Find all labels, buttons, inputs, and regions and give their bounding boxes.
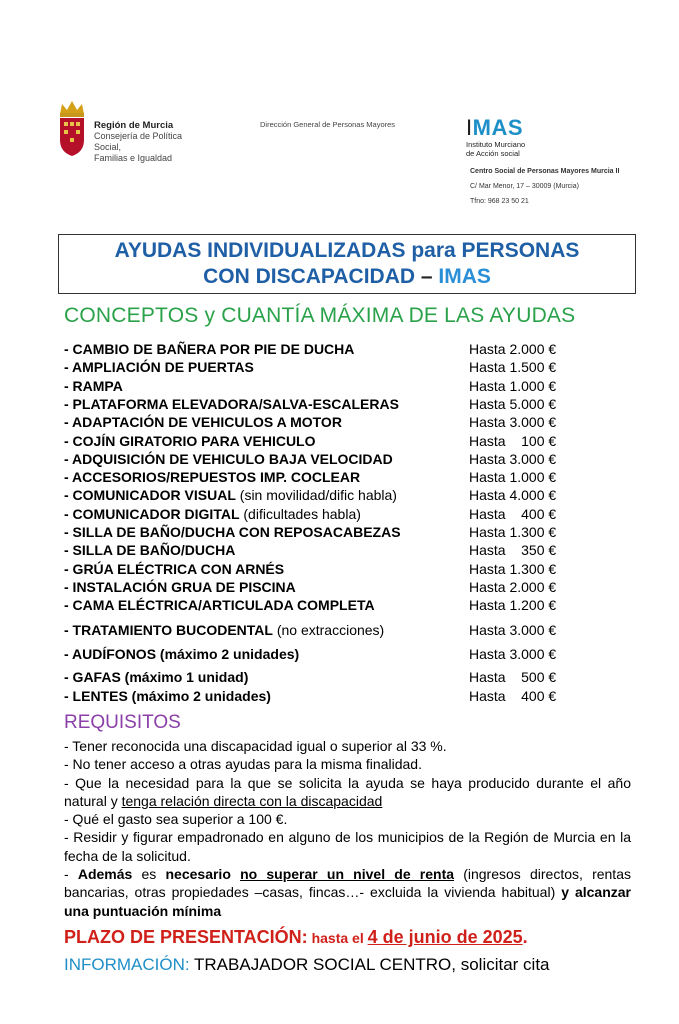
plazo-presentacion: [64, 927, 528, 948]
item-amount: Hasta 5.000 €: [469, 395, 557, 412]
item-row: - ADQUISICIÓN DE VEHICULO BAJA VELOCIDAD Hasta 3.000 €: [64, 450, 584, 468]
item-row: - COMUNICADOR VISUAL (sin movilidad/dific habla) Hasta 4.000 €: [64, 486, 584, 504]
item-amount: Hasta 1.200 €: [469, 597, 557, 614]
title-box: [58, 234, 636, 294]
region-murcia-logo: [56, 98, 206, 163]
centro-name: Centro Social de Personas Mayores Murcia II: [470, 168, 620, 175]
item-row: - GRÚA ELÉCTRICA CON ARNÉS Hasta 1.300 €: [64, 560, 584, 578]
title-line2a: CON DISCAPACIDAD: [203, 265, 416, 288]
imas-sub-line1: Instituto Murciano: [466, 140, 526, 149]
requisito-3: - Que la necesidad para la que se solicita la ayuda se haya producido durante el año natural y tenga relación directa con la discapacidad: [64, 774, 631, 809]
plazo-label: PLAZO DE PRESENTACIÓN:: [64, 927, 308, 947]
imas-sub-line2: de Acción social: [466, 149, 520, 158]
item-row: - ACCESORIOS/REPUESTOS IMP. COCLEAR Hasta 1.000 €: [64, 468, 584, 486]
item-amount: Hasta 2.000 €: [469, 578, 557, 595]
requisito-5: - Residir y figurar empadronado en alguno de los municipios de la Región de Murcia en la fecha de la solicitud.: [64, 829, 631, 864]
item-row: - INSTALACIÓN GRUA DE PISCINA Hasta 2.000 €: [64, 578, 584, 596]
centro-address: C/ Mar Menor, 17 – 30009 (Murcia): [470, 183, 579, 190]
item-amount: Hasta 4.000 €: [469, 487, 557, 504]
centro-info: [470, 164, 619, 209]
item-amount: Hasta 3.000 €: [469, 414, 557, 431]
title-imas: IMAS: [438, 265, 491, 288]
item-row: - TRATAMIENTO BUCODENTAL (no extracciones) Hasta 3.000 €: [64, 621, 584, 639]
requisito-6: - Además es necesario no superar un nivel de renta (ingresos directos, rentas bancarias, otras propiedades –casas, fincas…- excluida la vivienda habitual) y alcanzar una puntuación mínima: [64, 866, 631, 919]
imas-logo: [466, 117, 566, 158]
item-amount: Hasta 1.000 €: [469, 377, 557, 394]
item-amount: Hasta 400 €: [469, 687, 557, 704]
item-amount: Hasta 1.500 €: [469, 359, 557, 376]
consejeria-line1: Consejería de Política Social,: [94, 131, 183, 152]
murcia-crest-icon: [56, 98, 88, 158]
requisitos-title: REQUISITOS: [64, 712, 181, 733]
item-amount: Hasta 3.000 €: [469, 622, 557, 638]
requisito-4: - Qué el gasto sea superior a 100 €.: [64, 811, 288, 828]
item-amount: Hasta 100 €: [469, 432, 557, 449]
item-amount: Hasta 1.300 €: [469, 560, 557, 577]
item-amount: Hasta 2.000 €: [469, 341, 557, 357]
item-row: - SILLA DE BAÑO/DUCHA Hasta 350 €: [64, 541, 584, 559]
item-row: - CAMBIO DE BAÑERA POR PIE DE DUCHA Hasta 2.000 €: [64, 340, 584, 358]
item-row: - SILLA DE BAÑO/DUCHA CON REPOSACABEZAS Hasta 1.300 €: [64, 523, 584, 541]
plazo-mid: hasta el: [307, 930, 368, 946]
subtitle: CONCEPTOS y CUANTÍA MÁXIMA DE LAS AYUDAS: [64, 304, 576, 327]
item-row: - PLATAFORMA ELEVADORA/SALVA-ESCALERAS Hasta 5.000 €: [64, 395, 584, 413]
title-dash: –: [420, 265, 433, 288]
info-text: TRABAJADOR SOCIAL CENTRO, solicitar cita: [189, 955, 550, 974]
requisito-1: - Tener reconocida una discapacidad igual o superior al 33 %.: [64, 738, 447, 754]
info-label: INFORMACIÓN:: [64, 955, 190, 974]
item-row: - COMUNICADOR DIGITAL (dificultades habla) Hasta 400 €: [64, 505, 584, 523]
item-amount: Hasta 400 €: [469, 505, 557, 522]
item-amount: Hasta 500 €: [469, 669, 557, 685]
item-amount: Hasta 3.000 €: [469, 646, 557, 662]
centro-phone: Tfno: 968 23 50 21: [470, 198, 529, 205]
plazo-date: 4 de junio de 2025: [367, 927, 523, 947]
requisitos-list: [64, 737, 631, 920]
plazo-end: .: [522, 927, 528, 947]
item-row: - COJÍN GIRATORIO PARA VEHICULO Hasta 100 €: [64, 432, 584, 450]
item-row: - LENTES (máximo 2 unidades) Hasta 400 €: [64, 687, 584, 705]
item-amount: Hasta 3.000 €: [469, 450, 557, 467]
consejeria-line2: Familias e Igualdad: [94, 153, 173, 163]
item-row: - ADAPTACIÓN DE VEHICULOS A MOTOR Hasta 3.000 €: [64, 413, 584, 431]
requisito-2: - No tener acceso a otras ayudas para la misma finalidad.: [64, 756, 422, 773]
item-row: - GAFAS (máximo 1 unidad) Hasta 500 €: [64, 668, 584, 686]
item-amount: Hasta 1.300 €: [469, 524, 557, 540]
item-row: - CAMA ELÉCTRICA/ARTICULADA COMPLETA Hasta 1.200 €: [64, 596, 584, 614]
imas-logo-mas: MAS: [472, 115, 524, 140]
region-name: Región de Murcia: [94, 120, 174, 131]
item-amount: Hasta 350 €: [469, 542, 557, 559]
direccion-general: Dirección General de Personas Mayores: [260, 120, 396, 129]
item-row: - AMPLIACIÓN DE PUERTAS Hasta 1.500 €: [64, 358, 584, 376]
informacion: [64, 955, 550, 975]
item-row: - RAMPA Hasta 1.000 €: [64, 377, 584, 395]
item-amount: Hasta 1.000 €: [469, 469, 557, 486]
imas-logo-i: I: [466, 115, 473, 140]
title-line1: AYUDAS INDIVIDUALIZADAS para PERSONAS: [114, 239, 580, 262]
item-row: - AUDÍFONOS (máximo 2 unidades) Hasta 3.000 €: [64, 645, 584, 663]
